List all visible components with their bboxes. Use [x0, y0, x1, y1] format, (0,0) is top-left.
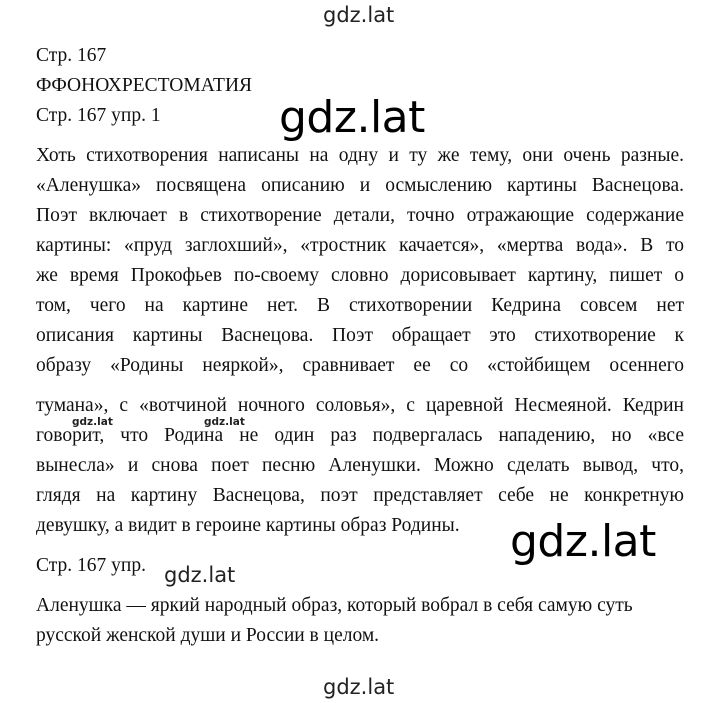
answer1-line: девушку, а видит в героине картины образ Родины. — [36, 515, 460, 536]
watermark-large-upper: gdz.lat — [279, 92, 425, 143]
answer1-line: Хоть стихотворения написаны на одну и ту же тему, они очень разные. — [36, 145, 684, 166]
watermark-mid: gdz.lat — [164, 563, 236, 587]
watermark-bottom: gdz.lat — [323, 675, 395, 699]
answer1-line: «Аленушка» посвящена описанию и осмыслению картины Васнецова. — [36, 175, 684, 196]
answer1-line: образу «Родины неяркой», сравнивает ее со «стойбищем осеннего — [36, 355, 684, 376]
page-reference: Стр. 167 — [36, 45, 107, 66]
section-title: ФФОНОХРЕСТОМАТИЯ — [36, 75, 253, 96]
answer1-line: вынесла» и снова поет песню Аленушки. Можно сделать вывод, что, — [36, 455, 684, 476]
answer1-line: тумана», с «вотчиной ночного соловья», с царевной Несмеяной. Кедрин — [36, 395, 684, 416]
exercise-1-heading: Стр. 167 упр. 1 — [36, 105, 161, 126]
answer1-line: Поэт включает в стихотворение детали, точно отражающие содержание — [36, 205, 684, 226]
watermark-tiny-1: gdz.lat — [72, 416, 113, 428]
watermark-tiny-2: gdz.lat — [204, 416, 245, 428]
answer1-line: том, чего на картине нет. В стихотворении Кедрина совсем нет — [36, 295, 684, 316]
answer2-line: Аленушка — яркий народный образ, который вобрал в себя самую суть — [36, 595, 633, 616]
answer1-line: описания картины Васнецова. Поэт обращает это стихотворение к — [36, 325, 684, 346]
watermark-top: gdz.lat — [323, 3, 395, 27]
answer1-line: говорит, что Родина не один раз подвергалась нападению, но «все — [36, 425, 684, 446]
watermark-large-lower: gdz.lat — [510, 516, 656, 567]
answer1-line: глядя на картину Васнецова, поэт представляет себе не конкретную — [36, 485, 684, 506]
exercise-2-heading: Стр. 167 упр. — [36, 555, 146, 576]
answer1-line: же время Прокофьев по-своему словно дорисовывает картину, пишет о — [36, 265, 684, 286]
answer1-line: картины: «пруд заглохший», «тростник качается», «мертва вода». В то — [36, 235, 684, 256]
answer2-line: русской женской души и России в целом. — [36, 625, 380, 646]
